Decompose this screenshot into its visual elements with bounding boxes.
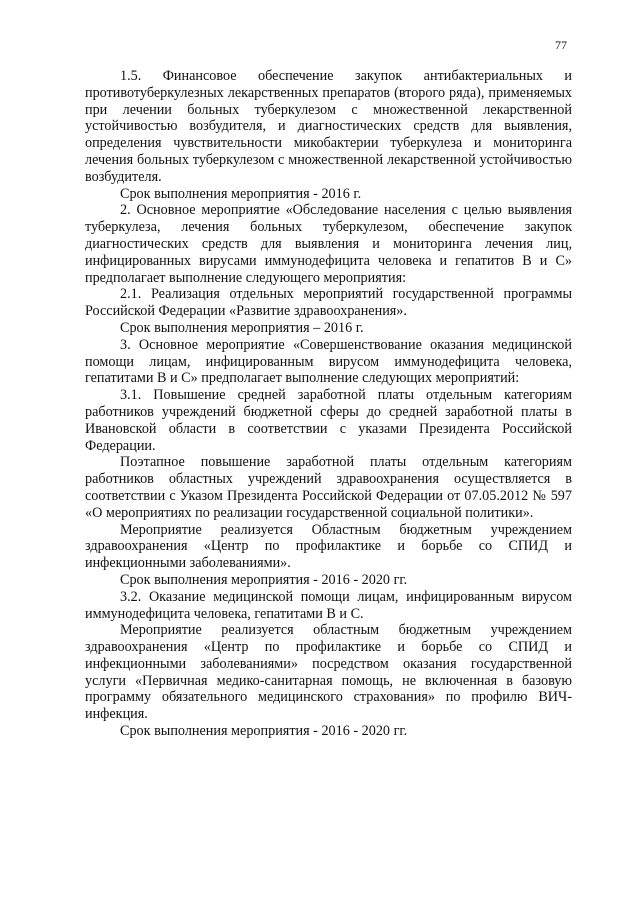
paragraph-3: 3. Основное мероприятие «Совершенствование оказания медицинской помощи лицам, инфицированным вирусом иммунодефицита человека, гепатитами В и С» предполагает выполнение следующих мероприятий: [85,336,572,387]
paragraph-2: 2. Основное мероприятие «Обследование населения с целью выявления туберкулеза, лечения больных туберкулезом, обеспечение закупок диагностических средств для выявления и мониторинга лечения лиц, инфицированных вирусами иммунодефицита человека и гепатитов В и С» предполагает выполнение следующего мероприятия: [85,202,572,286]
body-text [85,68,572,740]
paragraph-deadline-2: Срок выполнения мероприятия – 2016 г. [120,319,364,336]
paragraph-salary-increase: Поэтапное повышение заработной платы отдельным категориям работников областных учреждений здравоохранения осуществляется в соответствии с Указом Президента Российской Федерации от 07.05.2012 № 597 «О мероприятиях по реализации государственной социальной политики». [85,454,572,521]
paragraph-1-5: 1.5. Финансовое обеспечение закупок антибактериальных и противотуберкулезных лекарственных препаратов (второго ряда), применяемых при лечении больных туберкулезом с множественной лекарственной устойчивостью возбудителя, и диагностических средств для выявления, определения чувствительности микобактерии туберкулеза и мониторинга лечения больных туберкулезом с множественной лекарственной устойчивостью возбудителя. [85,68,572,185]
paragraph-implementer-2: Мероприятие реализуется областным бюджетным учреждением здравоохранения «Центр по профилактике и борьбе со СПИД и инфекционными заболеваниями» посредством оказания государственной услуги «Первичная медико-санитарная помощь, не включенная в базовую программу обязательного медицинского страхования» по профилю ВИЧ-инфекция. [85,622,572,723]
paragraph-deadline-4: Срок выполнения мероприятия - 2016 - 2020 гг. [120,723,408,740]
paragraph-3-2: 3.2. Оказание медицинской помощи лицам, инфицированным вирусом иммунодефицита человека, гепатитами В и С. [85,588,572,622]
paragraph-2-1: 2.1. Реализация отдельных мероприятий государственной программы Российской Федерации «Развитие здравоохранения». [85,286,572,320]
paragraph-3-1: 3.1. Повышение средней заработной платы отдельным категориям работников учреждений бюджетной сферы до средней заработной платы в Ивановской области в соответствии с указами Президента Российской Федерации. [85,387,572,454]
paragraph-deadline-1: Срок выполнения мероприятия - 2016 г. [120,185,362,202]
paragraph-deadline-3: Срок выполнения мероприятия - 2016 - 2020 гг. [120,571,408,588]
paragraph-implementer-1: Мероприятие реализуется Областным бюджетным учреждением здравоохранения «Центр по профилактике и борьбе со СПИД и инфекционными заболеваниями». [85,521,572,572]
page-number: 77 [555,38,567,52]
